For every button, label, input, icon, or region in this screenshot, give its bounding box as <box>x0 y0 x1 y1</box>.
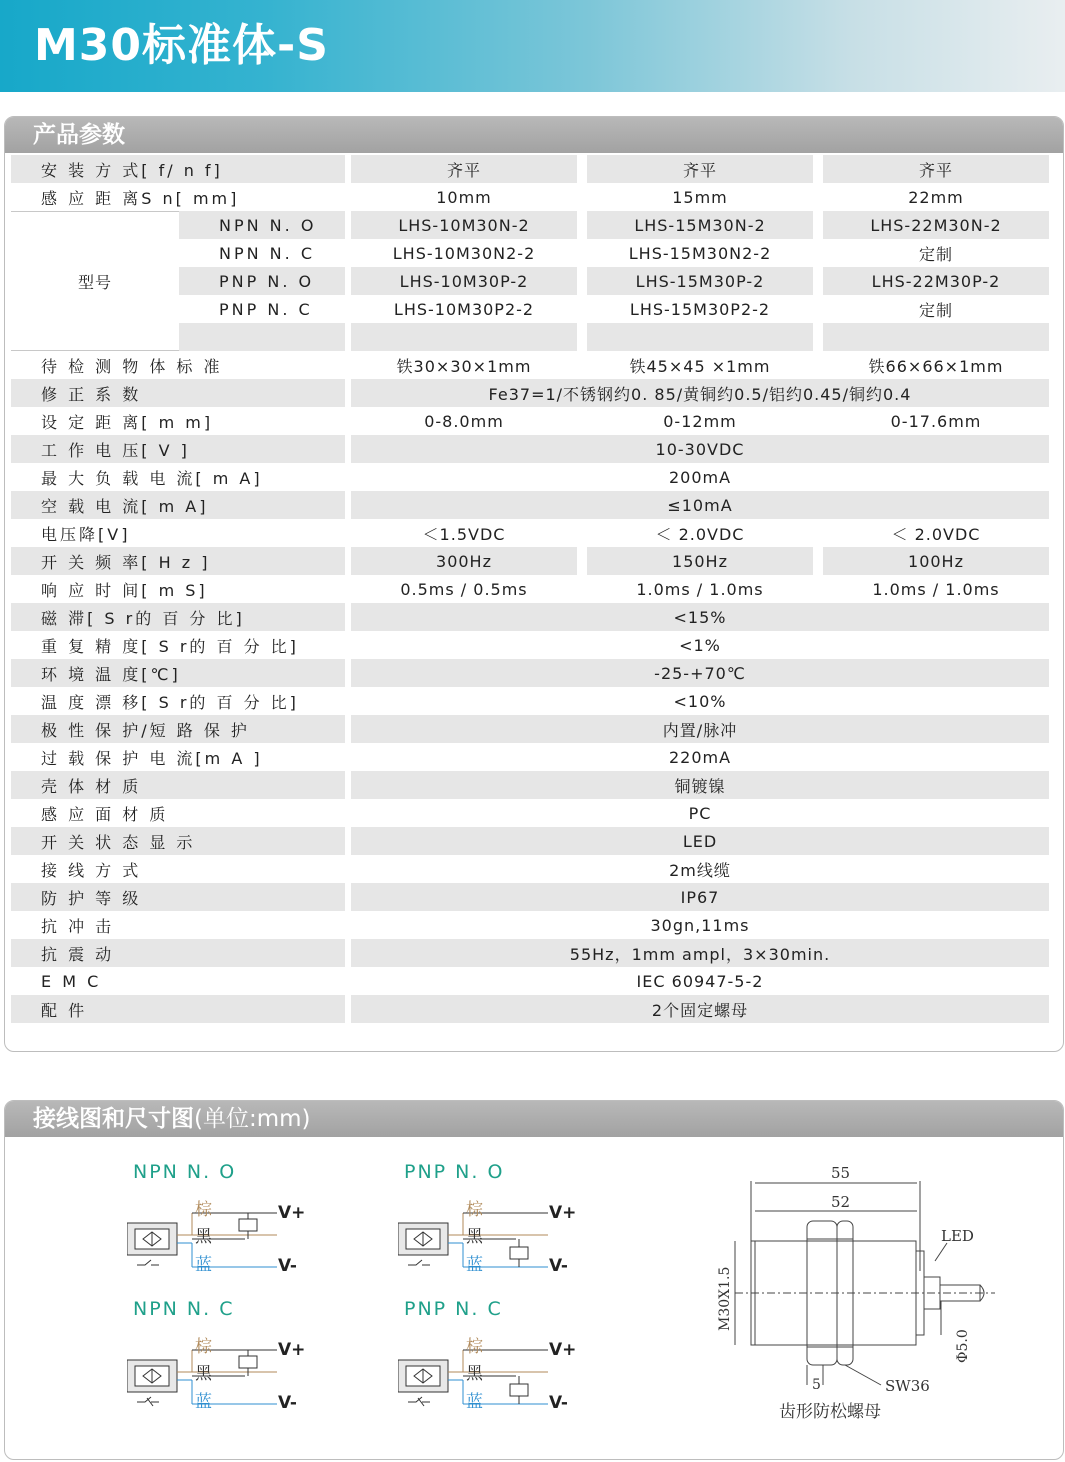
spec-row <box>11 715 1049 743</box>
spec-value: 150Hz <box>587 547 813 575</box>
wiring-diagram-title: NPN N. O <box>133 1161 237 1183</box>
model-code: 定制 <box>823 239 1049 267</box>
spec-row <box>11 771 1049 799</box>
spec-row <box>11 155 1049 183</box>
spec-table <box>11 155 1049 1023</box>
vminus-label: V- <box>549 1256 568 1276</box>
vplus-label: V+ <box>549 1340 577 1360</box>
spec-row <box>11 687 1049 715</box>
wire-black-label: 黑 <box>466 1364 483 1384</box>
model-row <box>11 211 1049 239</box>
spec-value: 22mm <box>908 187 964 207</box>
spec-row <box>11 491 1049 519</box>
spec-label: 工 作 电 压[ V ] <box>11 435 345 463</box>
thread-label: M30X1.5 <box>717 1266 733 1331</box>
wiring-heading <box>5 1101 1063 1137</box>
spec-row <box>11 995 1049 1023</box>
nut-note: 齿形防松螺母 <box>779 1402 881 1422</box>
spec-value: <15% <box>351 603 1049 631</box>
spec-label: 感 应 面 材 质 <box>41 804 169 824</box>
wiring-circuit <box>127 1183 327 1293</box>
spec-label: 安 装 方 式[ f/ n f] <box>11 155 345 183</box>
spec-value: LED <box>351 827 1049 855</box>
spec-label: 温 度 漂 移[ S r的 百 分 比] <box>41 692 299 712</box>
nut-size-label: SW36 <box>885 1377 930 1395</box>
spec-row <box>11 547 1049 575</box>
spec-label: 响 应 时 间[ m S] <box>41 580 208 600</box>
model-code: LHS-15M30N2-2 <box>587 239 813 267</box>
spec-label: 配 件 <box>11 995 345 1023</box>
spec-row <box>11 631 1049 659</box>
model-code: LHS-22M30N-2 <box>823 211 1049 239</box>
spec-value: 0.5ms / 0.5ms <box>400 579 528 599</box>
spec-value: -25-+70℃ <box>351 659 1049 687</box>
wiring-heading-text: 接线图和尺寸图 <box>33 1106 194 1132</box>
model-code: LHS-15M30N-2 <box>587 211 813 239</box>
spec-value: 30gn,11ms <box>650 915 750 935</box>
spec-label: 设 定 距 离[ m m] <box>41 412 214 432</box>
spec-label: 磁 滞[ S r的 百 分 比] <box>11 603 345 631</box>
cable-diameter-label: Φ5.0 <box>955 1329 971 1363</box>
spec-row <box>11 435 1049 463</box>
spec-row <box>11 911 1049 939</box>
spec-label: 开 关 频 率[ H z ] <box>11 547 345 575</box>
spec-row <box>11 827 1049 855</box>
spec-label: 极 性 保 护/短 路 保 护 <box>11 715 345 743</box>
spec-value: IP67 <box>351 883 1049 911</box>
spec-row <box>11 183 1049 211</box>
wire-black-label: 黑 <box>195 1364 212 1384</box>
model-code: LHS-10M30N-2 <box>351 211 577 239</box>
wiring-circuit <box>398 1320 598 1430</box>
params-heading: 产品参数 <box>5 117 1063 153</box>
spec-row <box>11 463 1049 491</box>
spec-value: 220mA <box>668 747 732 767</box>
dim-overall: 55 <box>831 1164 851 1182</box>
spec-value: 100Hz <box>823 547 1049 575</box>
spec-value: 铜镀镍 <box>351 771 1049 799</box>
model-label: 型号 <box>11 211 179 351</box>
spec-value: 15mm <box>672 187 728 207</box>
vminus-label: V- <box>278 1256 297 1276</box>
wire-blue-label: 蓝 <box>466 1255 483 1275</box>
model-type: NPN N. O <box>179 211 345 239</box>
model-code: LHS-10M30N2-2 <box>351 239 577 267</box>
spec-value: IEC 60947-5-2 <box>636 971 764 991</box>
spec-row <box>11 575 1049 603</box>
spec-value: 10-30VDC <box>351 435 1049 463</box>
model-code: LHS-15M30P2-2 <box>587 295 813 323</box>
wiring-diagram <box>127 1161 327 1281</box>
spec-label: 最 大 负 载 电 流[ m A] <box>41 468 263 488</box>
spec-value: <10% <box>673 691 727 711</box>
wire-black-label: 黑 <box>466 1227 483 1247</box>
led-label: LED <box>941 1227 974 1245</box>
spec-label: 感 应 距 离S n[ mm] <box>41 188 240 208</box>
spec-label: 修 正 系 数 <box>11 379 345 407</box>
spec-row <box>11 407 1049 435</box>
params-panel <box>4 116 1064 1052</box>
spec-label: E M C <box>41 971 102 991</box>
spec-row <box>11 743 1049 771</box>
spec-label: 抗 震 动 <box>11 939 345 967</box>
spec-value: ＜ 2.0VDC <box>891 524 981 544</box>
spec-value: 1.0ms / 1.0ms <box>636 579 764 599</box>
spec-label: 重 复 精 度[ S r的 百 分 比] <box>41 636 299 656</box>
wiring-diagram <box>398 1161 598 1281</box>
spec-label: 电压降[V] <box>41 524 131 544</box>
spec-label: 接 线 方 式 <box>41 860 142 880</box>
spec-value: ＜ 2.0VDC <box>655 524 745 544</box>
wiring-panel <box>4 1100 1064 1460</box>
spec-label: 抗 冲 击 <box>41 916 115 936</box>
spec-value: 55Hz，1mm ampl，3×30min. <box>351 939 1049 967</box>
model-code: LHS-10M30P-2 <box>351 267 577 295</box>
spec-value: 10mm <box>436 187 492 207</box>
spec-row <box>11 659 1049 687</box>
spec-value: 2个固定螺母 <box>351 995 1049 1023</box>
wire-blue-label: 蓝 <box>466 1392 483 1412</box>
wire-black-label: 黑 <box>195 1227 212 1247</box>
wiring-circuit <box>398 1183 598 1293</box>
spec-value: 铁45×45 ×1mm <box>629 356 771 376</box>
wire-blue-label: 蓝 <box>195 1392 212 1412</box>
spec-row <box>11 939 1049 967</box>
model-type: PNP N. O <box>179 267 345 295</box>
wire-blue-label: 蓝 <box>195 1255 212 1275</box>
spec-value: Fe37=1/不锈钢约0. 85/黄铜约0.5/铝约0.45/铜约0.4 <box>351 379 1049 407</box>
model-type: NPN N. C <box>179 239 345 267</box>
spec-value: 铁30×30×1mm <box>396 356 532 376</box>
page-title: M30标准体-S <box>34 20 329 71</box>
spec-value: 1.0ms / 1.0ms <box>872 579 1000 599</box>
spec-label: 开 关 状 态 显 示 <box>11 827 345 855</box>
spec-row <box>11 351 1049 379</box>
spec-value: 0-8.0mm <box>424 411 504 431</box>
spec-row <box>11 967 1049 995</box>
wire-brown-label: 棕 <box>466 1337 483 1357</box>
wire-brown-label: 棕 <box>195 1200 212 1220</box>
wiring-diagram-title: PNP N. C <box>404 1298 503 1320</box>
spec-value: 铁66×66×1mm <box>868 356 1004 376</box>
wiring-circuit <box>127 1320 327 1430</box>
spec-value: 齐平 <box>587 155 813 183</box>
vminus-label: V- <box>278 1393 297 1413</box>
spec-value: 2m线缆 <box>669 860 731 880</box>
vplus-label: V+ <box>549 1203 577 1223</box>
spec-label: 空 载 电 流[ m A] <box>11 491 345 519</box>
wiring-diagram <box>127 1298 327 1418</box>
spec-label: 防 护 等 级 <box>11 883 345 911</box>
spec-value: <1% <box>679 635 721 655</box>
wiring-heading-unit: (单位:mm) <box>194 1106 311 1132</box>
spec-label: 待 检 测 物 体 标 准 <box>41 356 223 376</box>
spec-label: 过 载 保 护 电 流[m A ] <box>41 748 263 768</box>
spec-value: 齐平 <box>823 155 1049 183</box>
nut-thickness-label: 5 <box>812 1377 821 1393</box>
spec-label: 壳 体 材 质 <box>11 771 345 799</box>
dim-thread-length: 52 <box>831 1193 851 1211</box>
spec-value: ＜1.5VDC <box>422 524 506 544</box>
spec-row <box>11 519 1049 547</box>
spec-value: PC <box>688 803 712 823</box>
wiring-diagram-title: NPN N. C <box>133 1298 235 1320</box>
spec-value: 300Hz <box>351 547 577 575</box>
model-code: LHS-10M30P2-2 <box>351 295 577 323</box>
spec-row <box>11 855 1049 883</box>
wire-brown-label: 棕 <box>195 1337 212 1357</box>
vplus-label: V+ <box>278 1203 306 1223</box>
spec-value: ≤10mA <box>351 491 1049 519</box>
spec-row <box>11 379 1049 407</box>
dimension-drawing <box>695 1151 1055 1451</box>
model-type: PNP N. C <box>179 295 345 323</box>
spec-value: 200mA <box>668 467 732 487</box>
spec-value: 内置/脉冲 <box>351 715 1049 743</box>
wire-brown-label: 棕 <box>466 1200 483 1220</box>
wiring-diagram-title: PNP N. O <box>404 1161 505 1183</box>
spec-row <box>11 883 1049 911</box>
model-code: LHS-15M30P-2 <box>587 267 813 295</box>
wiring-diagram <box>398 1298 598 1418</box>
vplus-label: V+ <box>278 1340 306 1360</box>
spec-value: 0-12mm <box>663 411 737 431</box>
spec-row <box>11 799 1049 827</box>
spec-value: 齐平 <box>351 155 577 183</box>
spec-label: 环 境 温 度[℃] <box>11 659 345 687</box>
model-code: LHS-22M30P-2 <box>823 267 1049 295</box>
title-banner <box>0 0 1065 92</box>
model-code: 定制 <box>823 295 1049 323</box>
spec-value: 0-17.6mm <box>890 411 982 431</box>
vminus-label: V- <box>549 1393 568 1413</box>
spec-row <box>11 603 1049 631</box>
